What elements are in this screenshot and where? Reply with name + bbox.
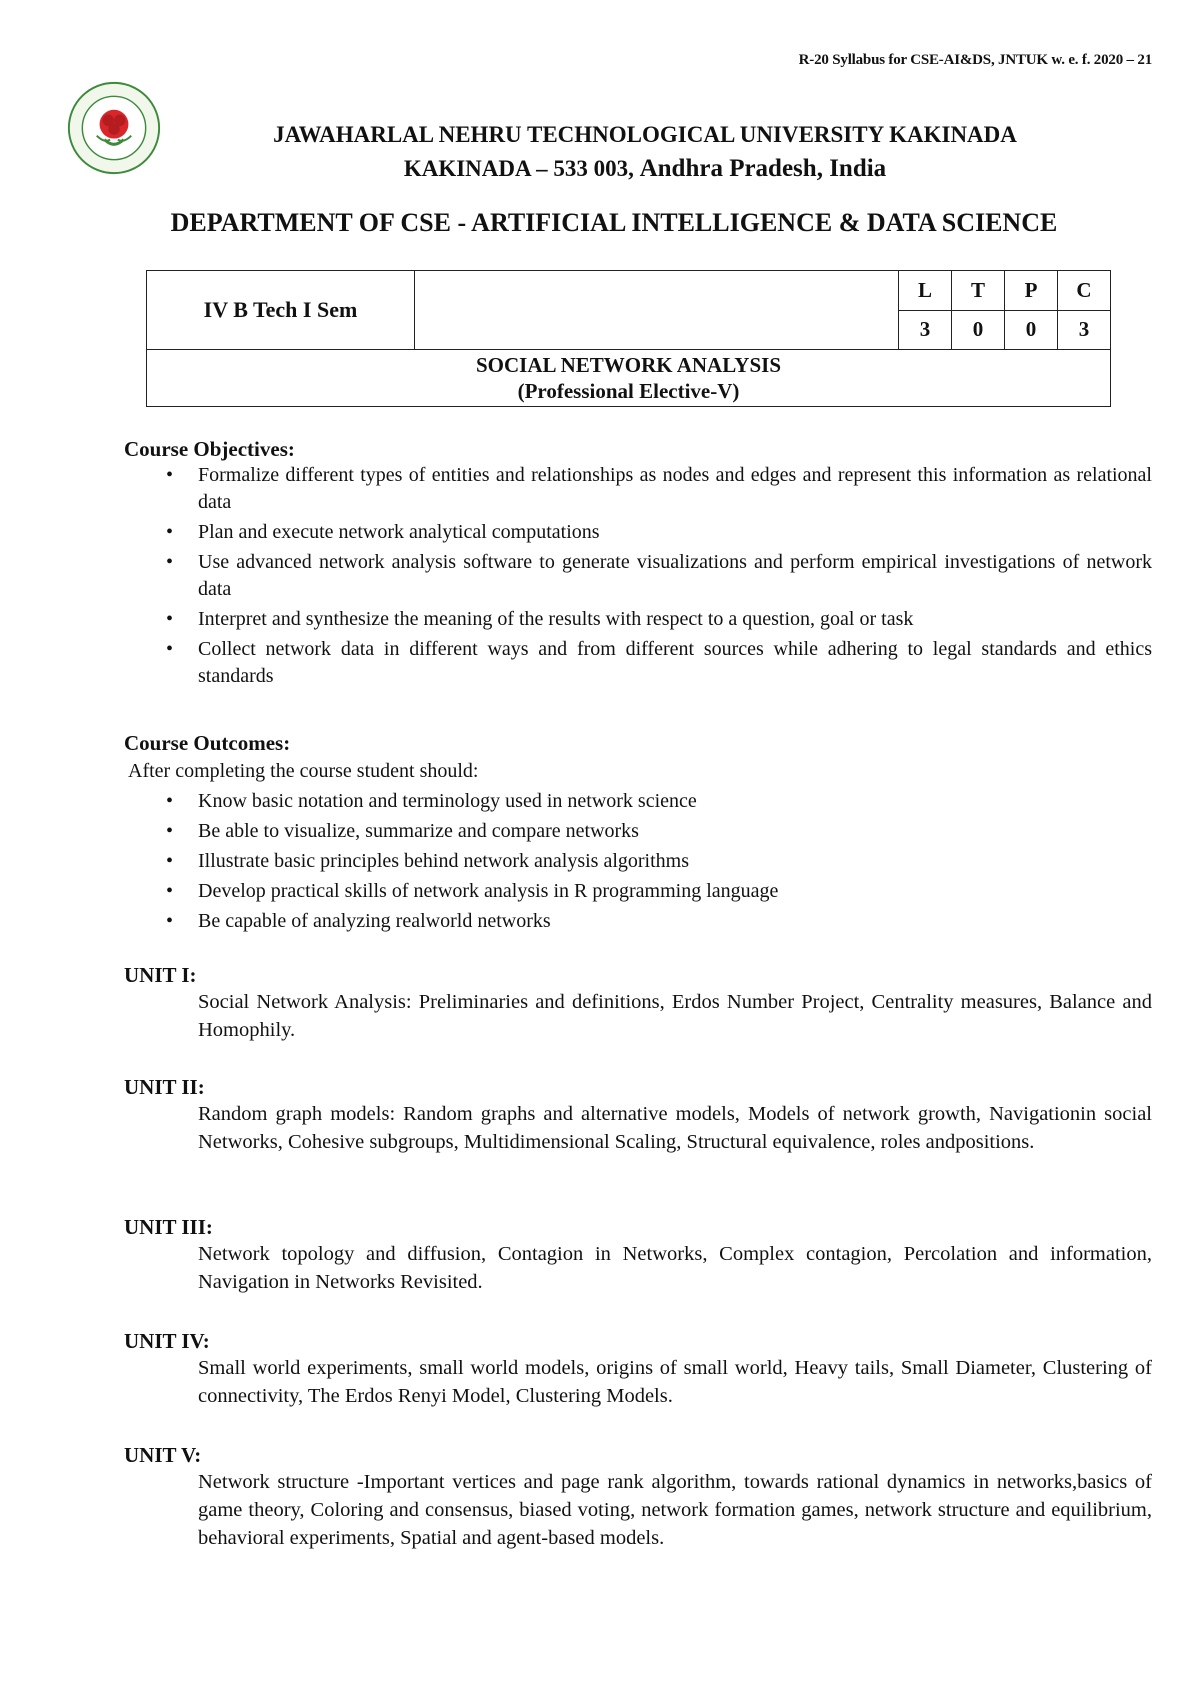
unit-heading: UNIT V: [124,1443,202,1467]
unit-content: Network structure -Important vertices and page rank algorithm, towards rational dynamics in networks,basics of game theory, Coloring and consensus, biased voting, network formation games, network structure and equilibrium, behavioral experiments, Spatial and agent-based models. [198,1471,1152,1549]
unit-content: Small world experiments, small world models, origins of small world, Heavy tails, Small Diameter, Clustering of connectivity, The Erdos Renyi Model, Clustering Models. [198,1357,1152,1407]
blank-cell [415,271,899,350]
outcomes-list [124,788,1152,935]
ltpc-header-t: T [952,271,1005,311]
unit-3-section [124,1214,1152,1296]
list-item: • Collect network data in different ways and from different sources while adhering to legal standards and ethics standards [124,636,1152,690]
list-item: • Formalize different types of entities and relationships as nodes and edges and represent this information as relational data [124,462,1152,516]
department-title: DEPARTMENT OF CSE - ARTIFICIAL INTELLIGENCE & DATA SCIENCE [170,208,1058,237]
address-city: KAKINADA – 533 003, [403,156,640,181]
outcomes-intro: After completing the course student should: [128,760,479,782]
ltpc-value-p: 0 [1005,310,1058,350]
objectives-list [124,462,1152,690]
unit-heading: UNIT IV: [124,1329,210,1353]
list-item: • Be capable of analyzing realworld networks [124,908,1152,935]
page-reference: R-20 Syllabus for CSE-AI&DS, JNTUK w. e. f. 2020 – 21 [798,52,1152,68]
university-name: JAWAHARLAL NEHRU TECHNOLOGICAL UNIVERSITY KAKINADA [273,122,1017,147]
unit-content: Random graph models: Random graphs and alternative models, Models of network growth, Navigationin social Networks, Cohesive subgroups, Multidimensional Scaling, Structural equivalence, roles andpositions. [198,1103,1152,1153]
ltpc-value-t: 0 [952,310,1005,350]
list-item: • Illustrate basic principles behind network analysis algorithms [124,848,1152,875]
list-item: • Interpret and synthesize the meaning of the results with respect to a question, goal or task [124,606,1152,633]
course-title: SOCIAL NETWORK ANALYSIS [476,353,781,377]
unit-heading: UNIT III: [124,1215,213,1239]
outcomes-heading: Course Outcomes: [124,731,291,755]
unit-4-section [124,1328,1152,1410]
list-item: • Develop practical skills of network analysis in R programming language [124,878,1152,905]
unit-content: Network topology and diffusion, Contagion in Networks, Complex contagion, Percolation and information, Navigation in Networks Revisited. [198,1243,1152,1293]
ltpc-value-c: 3 [1058,310,1111,350]
objectives-heading: Course Objectives: [124,437,295,461]
ltpc-header-c: C [1058,271,1111,311]
list-item: • Use advanced network analysis software to generate visualizations and perform empirical investigations of network data [124,549,1152,603]
ltpc-value-l: 3 [899,310,952,350]
unit-content: Social Network Analysis: Preliminaries and definitions, Erdos Number Project, Centrality measures, Balance and Homophily. [198,991,1152,1041]
course-objectives-section [124,436,1152,693]
unit-5-section [124,1442,1152,1552]
course-title-cell [147,350,1111,407]
ltpc-header-p: P [1005,271,1058,311]
course-subtitle: (Professional Elective-V) [517,379,740,403]
unit-2-section [124,1074,1152,1156]
list-item: • Be able to visualize, summarize and compare networks [124,818,1152,845]
unit-heading: UNIT II: [124,1075,205,1099]
university-address [0,155,1200,183]
ltpc-header-l: L [899,271,952,311]
address-state: Andhra Pradesh, India [639,155,887,182]
unit-heading: UNIT I: [124,963,197,987]
semester-cell: IV B Tech I Sem [147,271,415,350]
course-info-table [146,270,1111,407]
course-outcomes-section [124,730,1152,938]
list-item: • Know basic notation and terminology used in network science [124,788,1152,815]
list-item: • Plan and execute network analytical computations [124,519,1152,546]
unit-1-section [124,962,1152,1044]
